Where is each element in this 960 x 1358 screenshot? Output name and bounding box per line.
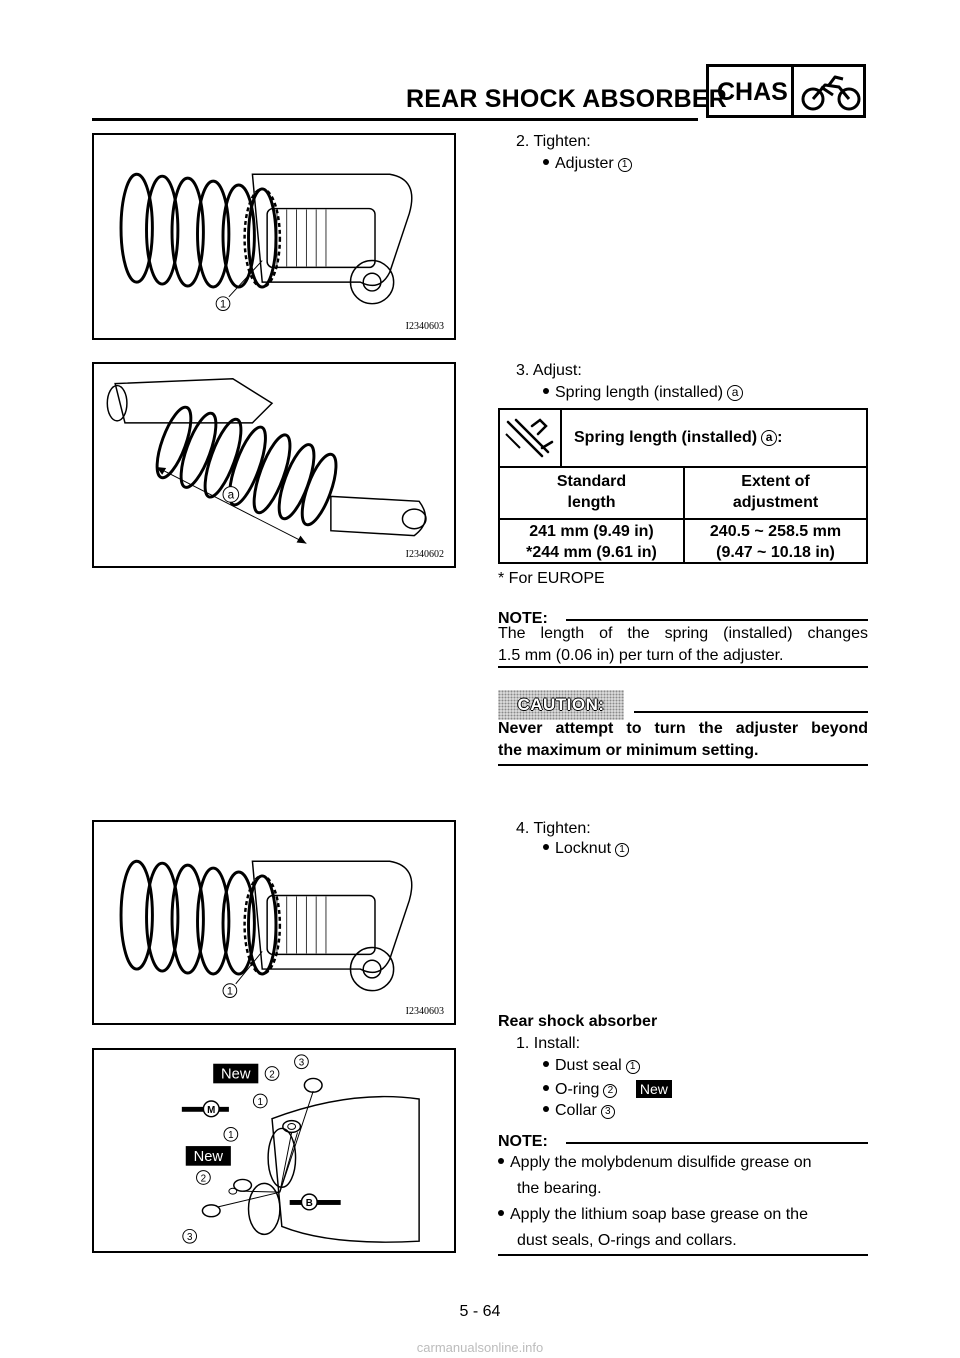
section-separator (791, 67, 794, 118)
note-1-top-rule (566, 619, 868, 621)
note-1-text (498, 623, 868, 667)
spec-title-letter: a (761, 430, 777, 446)
page-title: REAR SHOCK ABSORBER (406, 85, 727, 113)
new-label: New (193, 1148, 224, 1165)
shock-absorber-side-illustration (94, 364, 454, 566)
figure-spring-length (92, 362, 456, 568)
caution-label: CAUTION: (498, 690, 624, 720)
note-2-b1-line1: Apply the molybdenum disulfide grease on (510, 1154, 812, 1171)
note-1-line2: 1.5 mm (0.06 in) per turn of the adjuster. (498, 647, 784, 664)
for-europe-note: * For EUROPE (498, 570, 605, 587)
caliper-icon-cell (500, 410, 562, 468)
figure-code: I2340603 (405, 1006, 444, 1017)
install-item-label: O-ring (555, 1081, 600, 1098)
note-2-b2-line2: dust seals, O-rings and collars. (517, 1232, 737, 1249)
callout-1: 1 (220, 298, 227, 311)
motorcycle-icon (799, 73, 863, 113)
figure-code: I2340602 (405, 549, 444, 560)
note-2-bullet-2 (498, 1202, 868, 1228)
shock-absorber-illustration (94, 822, 454, 1023)
spec-title-suffix: : (777, 429, 783, 446)
bullet (543, 159, 549, 165)
watermark: carmanualsonline.info (416, 1340, 544, 1355)
table-row-divider (500, 518, 866, 520)
bullet (498, 1158, 504, 1164)
bullet (543, 388, 549, 394)
col1-header-line2: length (567, 494, 616, 511)
caliper-icon (502, 412, 560, 466)
callout-3: 3 (298, 1057, 305, 1069)
grease-m-label: M (207, 1104, 216, 1116)
col1-header (500, 471, 683, 513)
col2-header (685, 471, 866, 513)
spec-title (574, 427, 782, 448)
bullet (543, 1061, 549, 1067)
col1-value (500, 521, 683, 563)
note-2-b1-line2: the bearing. (517, 1180, 602, 1197)
grease-b-label: B (305, 1197, 313, 1209)
step-3-heading: 3. Adjust: (516, 362, 582, 379)
bullet (543, 844, 549, 850)
section-label: CHAS (717, 78, 788, 106)
col2-header-line1: Extent of (741, 473, 810, 490)
figure-dust-seal-install (92, 1048, 456, 1253)
bullet (543, 1106, 549, 1112)
install-item (543, 1100, 615, 1122)
rear-shock-bearing-illustration (94, 1050, 454, 1251)
install-item-number: 2 (603, 1084, 617, 1098)
callout-2: 2 (200, 1173, 207, 1185)
header-rule (92, 118, 698, 121)
col2-header-line2: adjustment (732, 494, 819, 511)
rear-shock-step-1: 1. Install: (516, 1035, 581, 1052)
bullet (543, 1085, 549, 1091)
col1-value-line1: 241 mm (9.49 in) (529, 523, 654, 540)
note-2-bullet-1 (498, 1150, 868, 1176)
callout-2: 2 (269, 1069, 275, 1081)
note-2-label: NOTE: (498, 1133, 548, 1150)
note-2-text (498, 1150, 868, 1254)
step-4-item-label: Locknut (555, 840, 612, 857)
note-1-label: NOTE: (498, 610, 548, 627)
figure-adjuster (92, 133, 456, 340)
callout-1: 1 (257, 1096, 263, 1108)
step-2-heading: 2. Tighten: (516, 133, 591, 150)
step-4-item (543, 838, 629, 860)
callout-a: a (227, 488, 235, 502)
step-3-item-letter: a (727, 385, 743, 401)
caution-line2: the maximum or minimum setting. (498, 742, 759, 759)
bullet (498, 1210, 504, 1216)
note-2-b2-line1: Apply the lithium soap base grease on the (510, 1206, 808, 1223)
new-badge: New (636, 1080, 672, 1098)
install-item-number: 1 (626, 1060, 640, 1074)
col1-value-line2: *244 mm (9.61 in) (526, 544, 657, 561)
step-2-item (543, 153, 632, 175)
step-4-heading: 4. Tighten: (516, 820, 591, 837)
step-3-item-label: Spring length (installed) (555, 384, 724, 401)
page-number: 5 - 64 (459, 1303, 501, 1320)
install-item-label: Collar (555, 1102, 597, 1119)
caution-line1: Never attempt to turn the adjuster beyond (498, 720, 868, 737)
note-1-line1: The length of the spring (installed) changes (498, 625, 868, 642)
col2-value (685, 521, 866, 563)
install-item (543, 1055, 640, 1077)
spec-title-text: Spring length (installed) (574, 429, 758, 446)
figure-locknut (92, 820, 456, 1025)
note-2-top-rule (566, 1142, 868, 1144)
step-4-item-number: 1 (615, 843, 629, 857)
caution-top-rule (634, 711, 868, 713)
new-label: New (221, 1066, 251, 1083)
callout-3: 3 (186, 1232, 193, 1244)
note-2-bottom-rule (498, 1254, 868, 1256)
callout-1: 1 (228, 1130, 234, 1142)
spec-table (498, 408, 868, 564)
rear-shock-title: Rear shock absorber (498, 1013, 658, 1030)
step-3-item (543, 382, 743, 404)
note-1-bottom-rule (498, 666, 868, 668)
install-item-number: 3 (601, 1105, 615, 1119)
callout-1: 1 (226, 985, 233, 998)
section-tag (706, 64, 866, 118)
col2-value-line2: (9.47 ~ 10.18 in) (716, 544, 835, 561)
install-item (543, 1078, 672, 1101)
step-2-item-number: 1 (618, 158, 632, 172)
caution-bottom-rule (498, 764, 868, 766)
figure-code: I2340603 (405, 321, 444, 332)
caution-text (498, 718, 868, 762)
shock-absorber-illustration (94, 135, 454, 338)
step-2-item-label: Adjuster (555, 155, 614, 172)
col2-value-line1: 240.5 ~ 258.5 mm (709, 523, 842, 540)
col1-header-line1: Standard (556, 473, 627, 490)
install-item-label: Dust seal (555, 1057, 622, 1074)
